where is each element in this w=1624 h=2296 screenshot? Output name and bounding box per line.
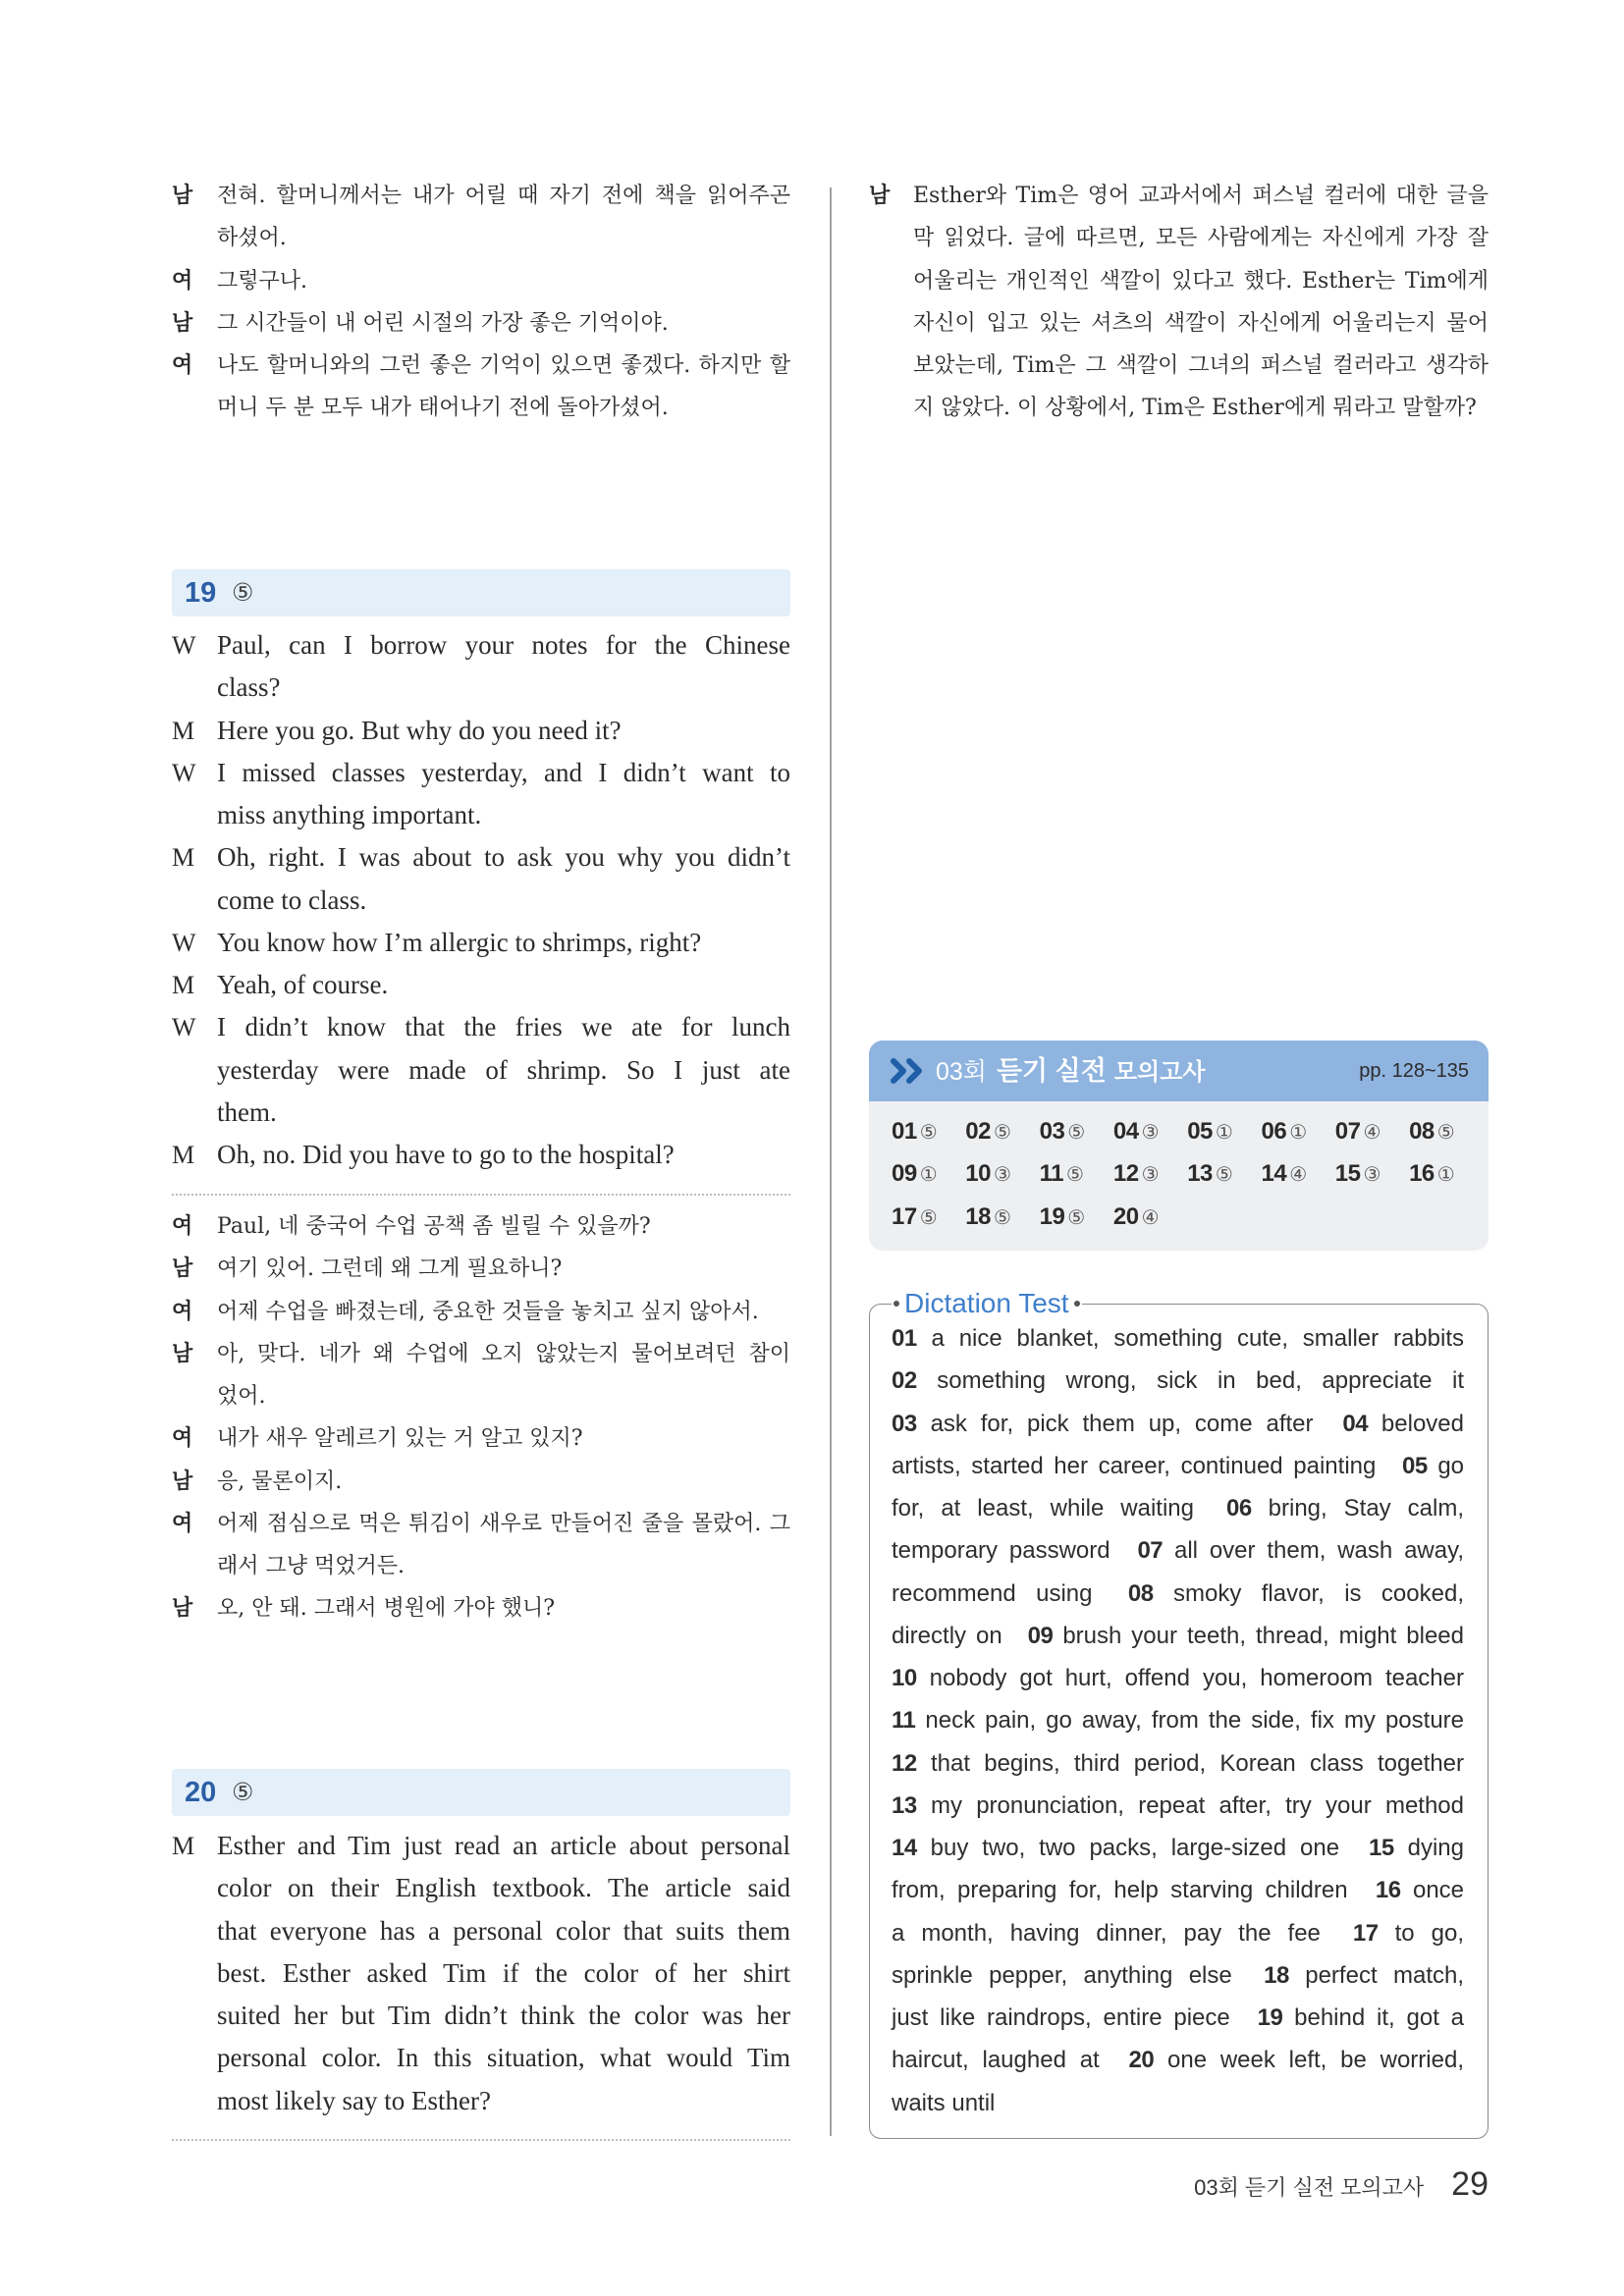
text-line: Paul, 네 중국어 수업 공책 좀 빌릴 수 있을까?: [217, 1214, 651, 1239]
dictation-item-number: 12: [892, 1749, 917, 1777]
dictation-item-answers: neck pain, go away, from the side, fix my posture: [925, 1707, 1465, 1735]
text-line: personal color. In this situation, what would Tim: [217, 2043, 790, 2073]
dictation-item-answers: waits until: [892, 2089, 996, 2116]
dictation-item-answers: ask for, pick them up, come after: [930, 1410, 1314, 1437]
dictation-item-number: 19: [1257, 2004, 1283, 2031]
dictation-item-number: 13: [892, 1791, 917, 1819]
answer-choice: ①: [919, 1162, 938, 1187]
answer-item: [892, 1118, 965, 1146]
speaker-label: W: [172, 928, 196, 957]
speaker-label: 남: [869, 183, 891, 208]
dictation-item-answers: directly on: [892, 1622, 1002, 1649]
text-line: 어울리는 개인적인 색깔이 있다고 했다. Esther는 Tim에게: [913, 268, 1489, 294]
text-line: Oh, right. I was about to ask you why you didn’t: [217, 842, 790, 873]
answer-choice: ①: [1215, 1119, 1233, 1144]
dictation-item-number: 09: [1027, 1622, 1054, 1649]
utterance-text: [217, 1825, 790, 2122]
answer-choice: ④: [1363, 1119, 1381, 1144]
answer-number: 19: [1039, 1202, 1065, 1230]
text-line: 그렇구나.: [217, 268, 308, 294]
answer-number: 15: [1334, 1160, 1361, 1188]
answer-item: [965, 1160, 1039, 1188]
dialogue-turn: [172, 1205, 790, 1248]
dictation-item-number: 02: [892, 1367, 917, 1395]
utterance-text: [217, 964, 790, 1006]
answer-item: [1113, 1160, 1187, 1188]
dictation-line: [892, 1954, 1464, 1997]
dictation-line: [892, 1360, 1464, 1402]
answer-choice: ④: [1141, 1204, 1160, 1229]
dictation-line: [892, 1742, 1464, 1785]
text-line: 보았는데, Tim은 그 색깔이 그녀의 퍼스널 컬러라고 생각하: [913, 353, 1489, 378]
text-line: 막 읽었다. 글에 따르면, 모든 사람에게는 자신에게 가장 잘: [913, 226, 1489, 251]
question-number: 19: [185, 577, 217, 609]
speaker-label: 남: [172, 309, 193, 336]
dictation-item-answers: buy two, two packs, large-sized one: [930, 1835, 1340, 1861]
text-line: 내가 새우 알레르기 있는 거 알고 있지?: [217, 1426, 583, 1452]
text-line: 었어.: [217, 1384, 266, 1409]
dialogue-turn: [172, 710, 790, 752]
text-line: Esther and Tim just read an article about personal: [217, 1831, 790, 1860]
page-footer: [1194, 2165, 1489, 2204]
speaker-label: M: [172, 716, 195, 745]
dictation-line: [892, 1997, 1464, 2039]
dictation-item-number: 11: [892, 1707, 916, 1735]
column-divider: [830, 187, 832, 2136]
text-line: Esther와 Tim은 영어 교과서에서 퍼스널 컬러에 대한 글을: [913, 184, 1489, 208]
dialogue-turn: [172, 922, 790, 964]
dictation-item-answers: sprinkle pepper, anything else: [892, 1961, 1232, 1989]
answer-number: 05: [1187, 1117, 1213, 1145]
text-line: 응, 물론이지.: [217, 1468, 343, 1494]
text-line: 그 시간들이 내 어린 시절의 가장 좋은 기억이야.: [217, 310, 669, 336]
answer-choice: ⑤: [1067, 1204, 1086, 1229]
text-line: most likely say to Esther?: [217, 2085, 491, 2115]
text-line: 래서 그냥 먹었거든.: [217, 1554, 405, 1578]
answer-number: 10: [965, 1160, 991, 1188]
answer-number: 11: [1039, 1160, 1063, 1188]
question-20-translation: [869, 175, 1489, 430]
answer-number: 14: [1261, 1160, 1287, 1188]
utterance-text: [217, 1205, 790, 1248]
utterance-text: [217, 710, 790, 752]
utterance-text: [217, 836, 790, 922]
dictation-line: [892, 1912, 1464, 1954]
dictation-item-answers: just like raindrops, entire piece: [892, 2004, 1230, 2031]
speaker-label: M: [172, 843, 195, 873]
dictation-item-answers: once: [1412, 1877, 1465, 1904]
answer-item: [1040, 1118, 1113, 1146]
double-chevron-right-icon: [890, 1057, 927, 1085]
dialogue-turn: [172, 175, 790, 260]
answer-choice: ③: [1141, 1162, 1160, 1187]
answer-number: 08: [1409, 1117, 1435, 1145]
question-19-script: [172, 624, 790, 1176]
answer-choice: ④: [1289, 1162, 1308, 1187]
utterance-text: [217, 1503, 790, 1588]
answer-grid: [892, 1110, 1484, 1239]
dictation-item-answers: that begins, third period, Korean class together: [930, 1749, 1465, 1777]
speaker-label: 여: [172, 352, 193, 378]
answer-item: [1409, 1118, 1483, 1146]
dictation-line: [892, 2082, 1464, 2124]
dotted-separator: [172, 2139, 790, 2141]
answer-choice: ⑤: [1215, 1162, 1233, 1187]
text-line: color on their English textbook. The article said: [217, 1873, 790, 1903]
answer-item: [892, 1203, 965, 1231]
dictation-line: [892, 1785, 1464, 1827]
dialogue-turn: [172, 752, 790, 837]
answer-item: [1261, 1160, 1334, 1188]
page-number: 29: [1451, 2165, 1489, 2203]
utterance-text: [217, 1134, 790, 1176]
answer-number: 02: [965, 1117, 991, 1145]
dictation-answers: [892, 1317, 1464, 2124]
dialogue-turn: [172, 1417, 790, 1460]
text-line: suited her but Tim didn’t think the color was her: [217, 2001, 790, 2030]
dictation-item-number: 05: [1401, 1452, 1428, 1479]
dictation-item-answers: recommend using: [892, 1579, 1093, 1607]
dictation-line: [892, 1403, 1464, 1445]
dictation-item-number: 08: [1127, 1579, 1154, 1607]
speaker-label: 남: [172, 1595, 193, 1622]
utterance-text: [217, 1417, 790, 1460]
utterance-text: [217, 752, 790, 837]
question-number: 20: [185, 1777, 217, 1808]
text-line: Yeah, of course.: [217, 970, 389, 999]
text-line: Paul, can I borrow your notes for the Chinese: [217, 630, 790, 660]
text-line: 오, 안 돼. 그래서 병원에 가야 했니?: [217, 1596, 556, 1622]
dictation-item-answers: to go,: [1394, 1919, 1465, 1947]
text-line: 어제 수업을 빠졌는데, 중요한 것들을 놓치고 싶지 않아서.: [217, 1299, 759, 1324]
dictation-item-answers: smoky flavor, is cooked,: [1173, 1579, 1464, 1607]
dictation-item-answers: artists, started her career, continued painting: [892, 1452, 1377, 1479]
text-line: miss anything important.: [217, 800, 482, 829]
question-20-header: [172, 1769, 790, 1816]
answer-item: [1040, 1203, 1113, 1231]
speaker-label: 남: [172, 1255, 193, 1282]
speaker-label: M: [172, 1141, 195, 1169]
dictation-item-number: 07: [1137, 1537, 1164, 1565]
answer-choice: ⑤: [994, 1119, 1011, 1144]
dictation-item-answers: beloved: [1380, 1410, 1464, 1437]
speaker-label: 남: [172, 1468, 193, 1494]
speaker-label: M: [172, 1832, 195, 1860]
question-20-script: [172, 1825, 790, 2122]
text-line: 전혀. 할머니께서는 내가 어릴 때 자기 전에 책을 읽어주곤: [217, 184, 790, 208]
dictation-item-number: 17: [1352, 1919, 1379, 1947]
utterance-text: [217, 302, 790, 345]
dictation-item-number: 04: [1342, 1410, 1369, 1437]
dialogue-turn: [172, 836, 790, 922]
utterance-text: [217, 1461, 790, 1503]
text-line: class?: [217, 672, 281, 703]
answer-choice: ③: [994, 1162, 1011, 1187]
text-line: Here you go. But why do you need it?: [217, 715, 622, 745]
answer-number: 18: [965, 1202, 991, 1230]
dialogue-turn: [172, 1006, 790, 1134]
test-kind: 모의고사: [1113, 1059, 1206, 1086]
left-top-dialogue-translation: [172, 175, 790, 430]
dictation-line: [892, 1573, 1464, 1615]
text-line: them.: [217, 1096, 277, 1127]
text-line: You know how I’m allergic to shrimps, right?: [217, 927, 702, 957]
utterance-text: [217, 1291, 790, 1333]
answer-key-box: [869, 1041, 1489, 1251]
text-line: I missed classes yesterday, and I didn’t want to: [217, 757, 790, 787]
dictation-item-answers: one week left, be worried,: [1167, 2047, 1464, 2074]
utterance-text: [217, 624, 790, 710]
dictation-line: [892, 1827, 1464, 1869]
text-line: yesterday were made of shrimp. So I just ate: [217, 1054, 790, 1085]
answer-choice: ⑤: [1436, 1119, 1455, 1144]
answer-item: [1040, 1160, 1113, 1188]
dictation-item-answers: bring, Stay calm,: [1268, 1495, 1464, 1522]
answer-choice: ⑤: [994, 1204, 1011, 1229]
dictation-line: [892, 1869, 1464, 1911]
answer-item: [1335, 1160, 1409, 1188]
text-line: Oh, no. Did you have to go to the hospital?: [217, 1140, 675, 1169]
answer-item: [1187, 1118, 1261, 1146]
answer-key-header: [869, 1041, 1489, 1101]
dictation-line: [892, 1699, 1464, 1741]
dictation-line: [892, 1529, 1464, 1572]
text-line: 하셨어.: [217, 226, 287, 251]
speaker-label: 여: [172, 1213, 193, 1239]
speaker-label: 여: [172, 1425, 193, 1452]
answer-item: [1113, 1203, 1187, 1231]
dialogue-turn: [172, 624, 790, 710]
dictation-line: [892, 1657, 1464, 1699]
dictation-item-number: 20: [1128, 2047, 1155, 2074]
speaker-label: W: [172, 1013, 196, 1042]
answer-number: 12: [1112, 1160, 1139, 1188]
text-line: 아, 맞다. 네가 왜 수업에 오지 않았는지 물어보려던 참이: [217, 1341, 790, 1366]
question-answer: ⑤: [232, 578, 254, 607]
dictation-item-number: 03: [892, 1410, 917, 1437]
answer-choice: ⑤: [1067, 1119, 1086, 1144]
answer-item: [1409, 1160, 1483, 1188]
answer-choice: ①: [1289, 1119, 1308, 1144]
text-line: 자신이 입고 있는 셔츠의 색깔이 자신에게 어울리는지 물어: [913, 310, 1489, 336]
answer-choice: ①: [1436, 1162, 1455, 1187]
dictation-item-answers: from, preparing for, help starving children: [892, 1877, 1348, 1904]
footer-section-title: 03회 듣기 실전 모의고사: [1194, 2175, 1425, 2200]
answer-item: [1187, 1160, 1261, 1188]
answer-number: 01: [892, 1117, 917, 1145]
dialogue-turn: [172, 1134, 790, 1176]
dialogue-turn: [172, 260, 790, 302]
answer-number: 09: [892, 1160, 917, 1188]
dialogue-turn: [172, 1503, 790, 1588]
dictation-line: [892, 1487, 1464, 1529]
speaker-label: 여: [172, 1298, 193, 1324]
dictation-item-number: 18: [1264, 1961, 1289, 1989]
dictation-item-number: 14: [892, 1835, 917, 1861]
dictation-item-number: 10: [892, 1665, 917, 1691]
speaker-label: W: [172, 758, 196, 787]
answer-item: [1335, 1118, 1409, 1146]
dictation-item-number: 01: [892, 1325, 917, 1352]
utterance-text: [217, 1587, 790, 1629]
answer-number: 03: [1039, 1117, 1065, 1145]
answer-item: [965, 1118, 1039, 1146]
text-line: 어제 점심으로 먹은 튀김이 새우로 만들어진 줄을 몰랐어. 그: [217, 1511, 790, 1536]
dictation-item-answers: a month, having dinner, pay the fee: [892, 1919, 1321, 1947]
answer-number: 07: [1334, 1117, 1361, 1145]
text-line: 나도 할머니와의 그런 좋은 기억이 있으면 좋겠다. 하지만 할: [217, 353, 790, 378]
dictation-item-answers: something wrong, sick in bed, appreciate it: [937, 1367, 1465, 1395]
answer-number: 13: [1187, 1160, 1213, 1188]
answer-item: [892, 1160, 965, 1188]
dictation-test-title: Dictation Test: [892, 1287, 1082, 1320]
speaker-label: 남: [172, 183, 193, 208]
test-round: 03회: [936, 1058, 987, 1086]
question-19-header: [172, 569, 790, 616]
dictation-item-answers: temporary password: [892, 1537, 1110, 1565]
page-range: pp. 128~135: [1359, 1060, 1469, 1082]
dictation-item-number: 15: [1369, 1835, 1394, 1861]
utterance-text: [217, 175, 790, 260]
dictation-line: [892, 1615, 1464, 1657]
answer-item: [965, 1203, 1039, 1231]
dictation-item-answers: dying: [1407, 1835, 1464, 1861]
answer-number: 04: [1112, 1117, 1139, 1145]
dictation-line: [892, 1445, 1464, 1487]
dictation-item-answers: brush your teeth, thread, might bleed: [1062, 1622, 1464, 1649]
text-line: that everyone has a personal color that suits them: [217, 1915, 790, 1946]
dialogue-turn: [172, 1248, 790, 1290]
utterance-text: [217, 1248, 790, 1290]
speaker-label: 여: [172, 1510, 193, 1536]
dotted-separator: [172, 1194, 790, 1196]
dictation-item-number: 06: [1225, 1495, 1252, 1522]
dictation-item-answers: all over them, wash away,: [1173, 1537, 1464, 1565]
utterance-text: [217, 1333, 790, 1418]
dictation-line: [892, 2039, 1464, 2081]
dictation-test-box: [869, 1288, 1489, 2139]
dialogue-turn: [172, 345, 790, 430]
answer-number: 20: [1112, 1202, 1139, 1230]
dialogue-turn: [172, 964, 790, 1006]
question-19-translation: [172, 1205, 790, 1630]
dialogue-turn: [172, 1333, 790, 1418]
answer-number: 06: [1261, 1117, 1287, 1145]
utterance-text: [913, 175, 1489, 430]
dictation-item-answers: haircut, laughed at: [892, 2047, 1100, 2074]
question-answer: ⑤: [232, 1778, 254, 1806]
text-line: best. Esther asked Tim if the color of her shirt: [217, 1957, 790, 1988]
text-line: 여기 있어. 그런데 왜 그게 필요하니?: [217, 1256, 563, 1282]
answer-number: 16: [1409, 1160, 1435, 1188]
text-line: 지 않았다. 이 상황에서, Tim은 Esther에게 뭐라고 말할까?: [913, 396, 1477, 421]
dialogue-turn: [869, 175, 1489, 430]
text-line: come to class.: [217, 884, 367, 915]
utterance-text: [217, 260, 790, 302]
test-type: 듣기 실전: [996, 1056, 1107, 1086]
speaker-label: M: [172, 971, 195, 999]
dictation-item-answers: nobody got hurt, offend you, homeroom teacher: [929, 1665, 1464, 1691]
dialogue-turn: [172, 302, 790, 345]
answer-key-title: [936, 1041, 1206, 1106]
dictation-item-answers: a nice blanket, something cute, smaller rabbits: [931, 1325, 1464, 1352]
speaker-label: 여: [172, 267, 193, 294]
dictation-item-number: 16: [1375, 1877, 1401, 1904]
speaker-label: W: [172, 631, 196, 660]
dictation-item-answers: go: [1437, 1452, 1465, 1479]
dialogue-turn: [172, 1825, 790, 2122]
dictation-item-answers: for, at least, while waiting: [892, 1495, 1195, 1522]
text-line: 머니 두 분 모두 내가 태어나기 전에 돌아가셨어.: [217, 396, 669, 421]
answer-item: [1261, 1118, 1334, 1146]
answer-choice: ⑤: [919, 1204, 938, 1229]
dictation-item-answers: my pronunciation, repeat after, try your method: [930, 1791, 1464, 1819]
answer-choice: ⑤: [919, 1119, 938, 1144]
dictation-item-answers: perfect match,: [1305, 1961, 1465, 1989]
dictation-item-answers: behind it, got a: [1294, 2004, 1465, 2031]
dictation-line: [892, 1317, 1464, 1360]
utterance-text: [217, 922, 790, 964]
answer-choice: ⑤: [1065, 1162, 1084, 1187]
answer-choice: ③: [1363, 1162, 1381, 1187]
dialogue-turn: [172, 1461, 790, 1503]
utterance-text: [217, 1006, 790, 1134]
text-line: I didn’t know that the fries we ate for lunch: [217, 1012, 790, 1042]
answer-item: [1113, 1118, 1187, 1146]
answer-choice: ③: [1141, 1119, 1160, 1144]
dialogue-turn: [172, 1587, 790, 1629]
dialogue-turn: [172, 1291, 790, 1333]
answer-number: 17: [892, 1202, 917, 1230]
speaker-label: 남: [172, 1340, 193, 1366]
utterance-text: [217, 345, 790, 430]
